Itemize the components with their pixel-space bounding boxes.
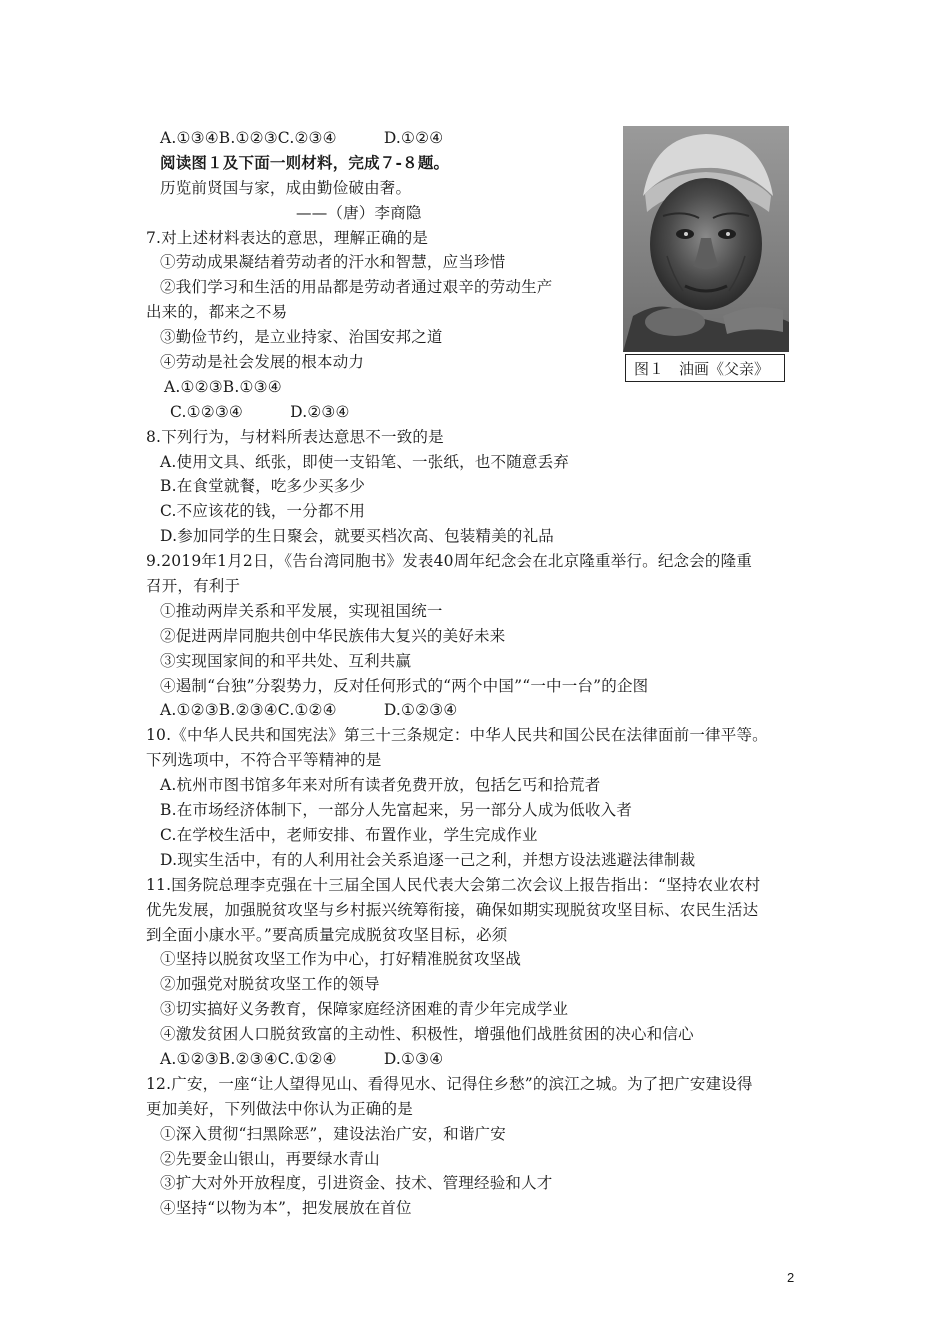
q10-option-c: C.在学校生活中，老师安排、布置作业，学生完成作业 <box>160 825 538 844</box>
question-8-stem: 8.下列行为，与材料所表达意思不一致的是 <box>146 427 444 446</box>
q7-options-line-1: A.①②③B.①③④ <box>164 377 282 396</box>
q11-statement-1: ①坚持以脱贫攻坚工作为中心，打好精准脱贫攻坚战 <box>160 950 522 969</box>
q9-statement-3: ③实现国家间的和平共处、互利共赢 <box>160 651 412 670</box>
q7-statement-2-cont: 出来的，都来之不易 <box>146 303 288 322</box>
q8-option-b: B.在食堂就餐，吃多少买多少 <box>160 477 366 496</box>
q10-option-b: B.在市场经济体制下，一部分人先富起来，另一部分人成为低收入者 <box>160 801 633 820</box>
question-11-stem: 11.国务院总理李克强在十三届全国人民代表大会第二次会议上报告指出：“坚持农业农村 <box>146 875 761 894</box>
reading-instruction: 阅读图１及下面一则材料，完成７-８题。 <box>160 152 450 172</box>
answer-options-q6: A.①③④B.①②③C.②③④ D.①②④ <box>160 129 444 147</box>
q7-options-line-2: C.①②③④ D.②③④ <box>170 402 350 421</box>
q9-statement-1: ①推动两岸关系和平发展，实现祖国统一 <box>160 601 443 620</box>
question-10-stem: 10.《中华人民共和国宪法》第三十三条规定：中华人民共和国公民在法律面前一律平等。 <box>146 726 768 745</box>
q7-statement-2: ②我们学习和生活的用品都是劳动者通过艰辛的劳动生产 <box>160 278 553 297</box>
q11-statement-3: ③切实搞好义务教育，保障家庭经济困难的青少年完成学业 <box>160 1000 569 1019</box>
q12-statement-2: ②先要金山银山，再要绿水青山 <box>160 1149 380 1168</box>
question-12-stem: 12.广安，一座“让人望得见山、看得见水、记得住乡愁”的滨江之城。为了把广安建设得 <box>146 1074 753 1093</box>
question-7-stem: 7.对上述材料表达的意思，理解正确的是 <box>146 228 429 247</box>
q11-options: A.①②③B.②③④C.①②④ D.①③④ <box>160 1049 444 1068</box>
q10-option-a: A.杭州市图书馆多年来对所有读者免费开放，包括乞丐和拾荒者 <box>160 776 601 795</box>
poem-quote: 历览前贤国与家，成由勤俭破由奢。 <box>160 178 412 197</box>
figure-caption: 图１ 油画《父亲》 <box>625 354 785 382</box>
q7-statement-1: ①劳动成果凝结着劳动者的汗水和智慧，应当珍惜 <box>160 253 506 272</box>
q8-option-d: D.参加同学的生日聚会，就要买档次高、包装精美的礼品 <box>160 527 555 546</box>
q11-statement-4: ④激发贫困人口脱贫致富的主动性、积极性，增强他们战胜贫困的决心和信心 <box>160 1025 694 1044</box>
q10-option-d: D.现实生活中，有的人利用社会关系追逐一己之利，并想方设法逃避法律制裁 <box>160 850 696 869</box>
q9-options: A.①②③B.②③④C.①②④ D.①②③④ <box>160 701 458 720</box>
q12-statement-4: ④坚持“以物为本”，把发展放在首位 <box>160 1199 412 1218</box>
q11-statement-2: ②加强党对脱贫攻坚工作的领导 <box>160 975 380 994</box>
q12-statement-1: ①深入贯彻“扫黑除恶”，建设法治广安，和谐广安 <box>160 1124 506 1143</box>
question-9-stem-cont: 召开，有利于 <box>146 577 241 596</box>
question-11-stem-cont-1: 优先发展，加强脱贫攻坚与乡村振兴统筹衔接，确保如期实现脱贫攻坚目标、农民生活达 <box>146 900 759 919</box>
poem-source: ——（唐）李商隐 <box>296 203 422 222</box>
question-9-stem: 9.2019年1月2日，《告台湾同胞书》发表40周年纪念会在北京隆重举行。纪念会的隆重 <box>146 552 753 571</box>
q12-statement-3: ③扩大对外开放程度，引进资金、技术、管理经验和人才 <box>160 1174 553 1193</box>
oil-painting-father-image <box>623 126 789 352</box>
q7-statement-3: ③勤俭节约，是立业持家、治国安邦之道 <box>160 328 443 347</box>
question-10-stem-cont: 下列选项中，不符合平等精神的是 <box>146 751 382 770</box>
question-11-stem-cont-2: 到全面小康水平。”要高质量完成脱贫攻坚目标，必须 <box>146 925 508 944</box>
q7-statement-4: ④劳动是社会发展的根本动力 <box>160 353 365 372</box>
page-number: 2 <box>787 1270 795 1285</box>
q8-option-c: C.不应该花的钱，一分都不用 <box>160 502 366 521</box>
q9-statement-2: ②促进两岸同胞共创中华民族伟大复兴的美好未来 <box>160 626 506 645</box>
figure-1 <box>623 126 789 385</box>
q9-statement-4: ④遏制“台独”分裂势力，反对任何形式的“两个中国”“一中一台”的企图 <box>160 676 649 695</box>
question-12-stem-cont: 更加美好，下列做法中你认为正确的是 <box>146 1099 413 1118</box>
q8-option-a: A.使用文具、纸张，即使一支铅笔、一张纸，也不随意丢弃 <box>160 452 570 471</box>
